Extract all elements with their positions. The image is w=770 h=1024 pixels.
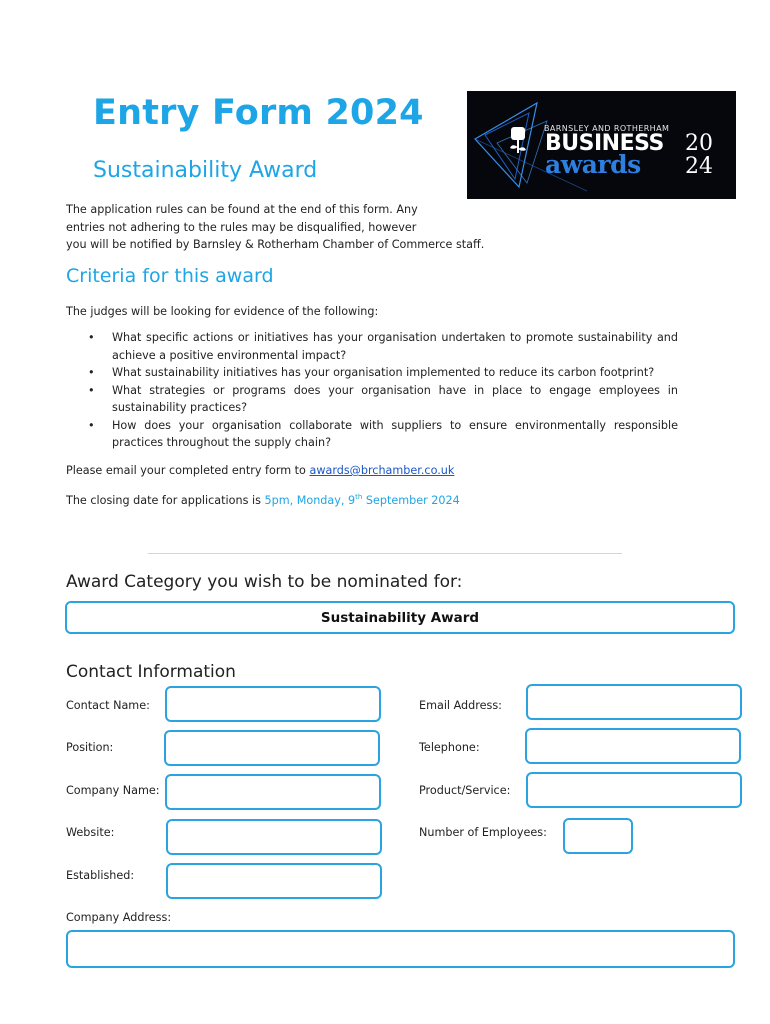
logo-awards-text: awards — [545, 150, 641, 179]
closing-date-suffix: th — [355, 493, 363, 501]
employees-field[interactable] — [563, 818, 633, 854]
criteria-item: • What specific actions or initiatives has your organisation undertaken to promote sustainability and achieve a positive environmental impact? — [88, 329, 678, 364]
closing-date — [264, 494, 459, 507]
logo-business-text: BUSINESS — [545, 131, 664, 156]
email-instruction — [66, 462, 454, 480]
contact-name-label: Contact Name: — [66, 699, 150, 712]
logo-year-top: 20 — [685, 131, 713, 156]
email-label: Email Address: — [419, 699, 502, 712]
website-label: Website: — [66, 826, 115, 839]
criteria-lead: The judges will be looking for evidence of the following: — [66, 305, 379, 318]
established-field[interactable] — [166, 863, 382, 899]
criteria-item: • What sustainability initiatives has your organisation implemented to reduce its carbon footprint? — [88, 364, 678, 382]
closing-prefix: The closing date for applications is — [66, 494, 265, 507]
category-heading: Award Category you wish to be nominated for: — [66, 572, 463, 592]
established-label: Established: — [66, 869, 135, 882]
intro-line: The application rules can be found at the end of this form. Any — [66, 203, 418, 216]
email-field[interactable] — [526, 684, 742, 720]
position-field[interactable] — [164, 730, 380, 766]
product-service-field[interactable] — [526, 772, 742, 808]
section-divider — [148, 553, 622, 554]
logo-region-text: BARNSLEY AND ROTHERHAM — [544, 124, 670, 133]
company-address-field[interactable] — [66, 930, 735, 968]
company-name-field[interactable] — [165, 774, 381, 810]
business-awards-logo — [467, 91, 736, 199]
product-service-label: Product/Service: — [419, 784, 511, 797]
email-link[interactable]: awards@brchamber.co.uk — [309, 464, 455, 477]
award-subtitle: Sustainability Award — [93, 158, 318, 183]
criteria-item: • How does your organisation collaborate with suppliers to ensure environmentally responsible practices throughout the supply chain? — [88, 417, 678, 452]
employees-label: Number of Employees: — [419, 826, 547, 839]
email-prefix: Please email your completed entry form to — [66, 464, 310, 477]
contact-heading: Contact Information — [66, 662, 236, 682]
contact-name-field[interactable] — [165, 686, 381, 722]
criteria-heading: Criteria for this award — [66, 265, 274, 287]
intro-paragraph — [66, 201, 506, 254]
intro-line: entries not adhering to the rules may be disqualified, however — [66, 220, 417, 234]
logo-year-bottom: 24 — [685, 154, 713, 179]
criteria-list — [88, 329, 678, 452]
page-title: Entry Form 2024 — [93, 93, 424, 133]
telephone-label: Telephone: — [419, 741, 480, 754]
closing-date-part: September 2024 — [362, 494, 460, 507]
closing-date-line — [66, 489, 460, 510]
award-category-field[interactable]: Sustainability Award — [65, 601, 735, 634]
company-address-label: Company Address: — [66, 911, 172, 924]
closing-date-part: 5pm, Monday, 9 — [264, 494, 356, 507]
position-label: Position: — [66, 741, 114, 754]
intro-line: you will be notified by Barnsley & Rotherham Chamber of Commerce staff. — [66, 238, 485, 251]
website-field[interactable] — [166, 819, 382, 855]
company-name-label: Company Name: — [66, 784, 160, 797]
telephone-field[interactable] — [525, 728, 741, 764]
criteria-item: • What strategies or programs does your organisation have in place to engage employees in sustainability practices? — [88, 382, 678, 417]
